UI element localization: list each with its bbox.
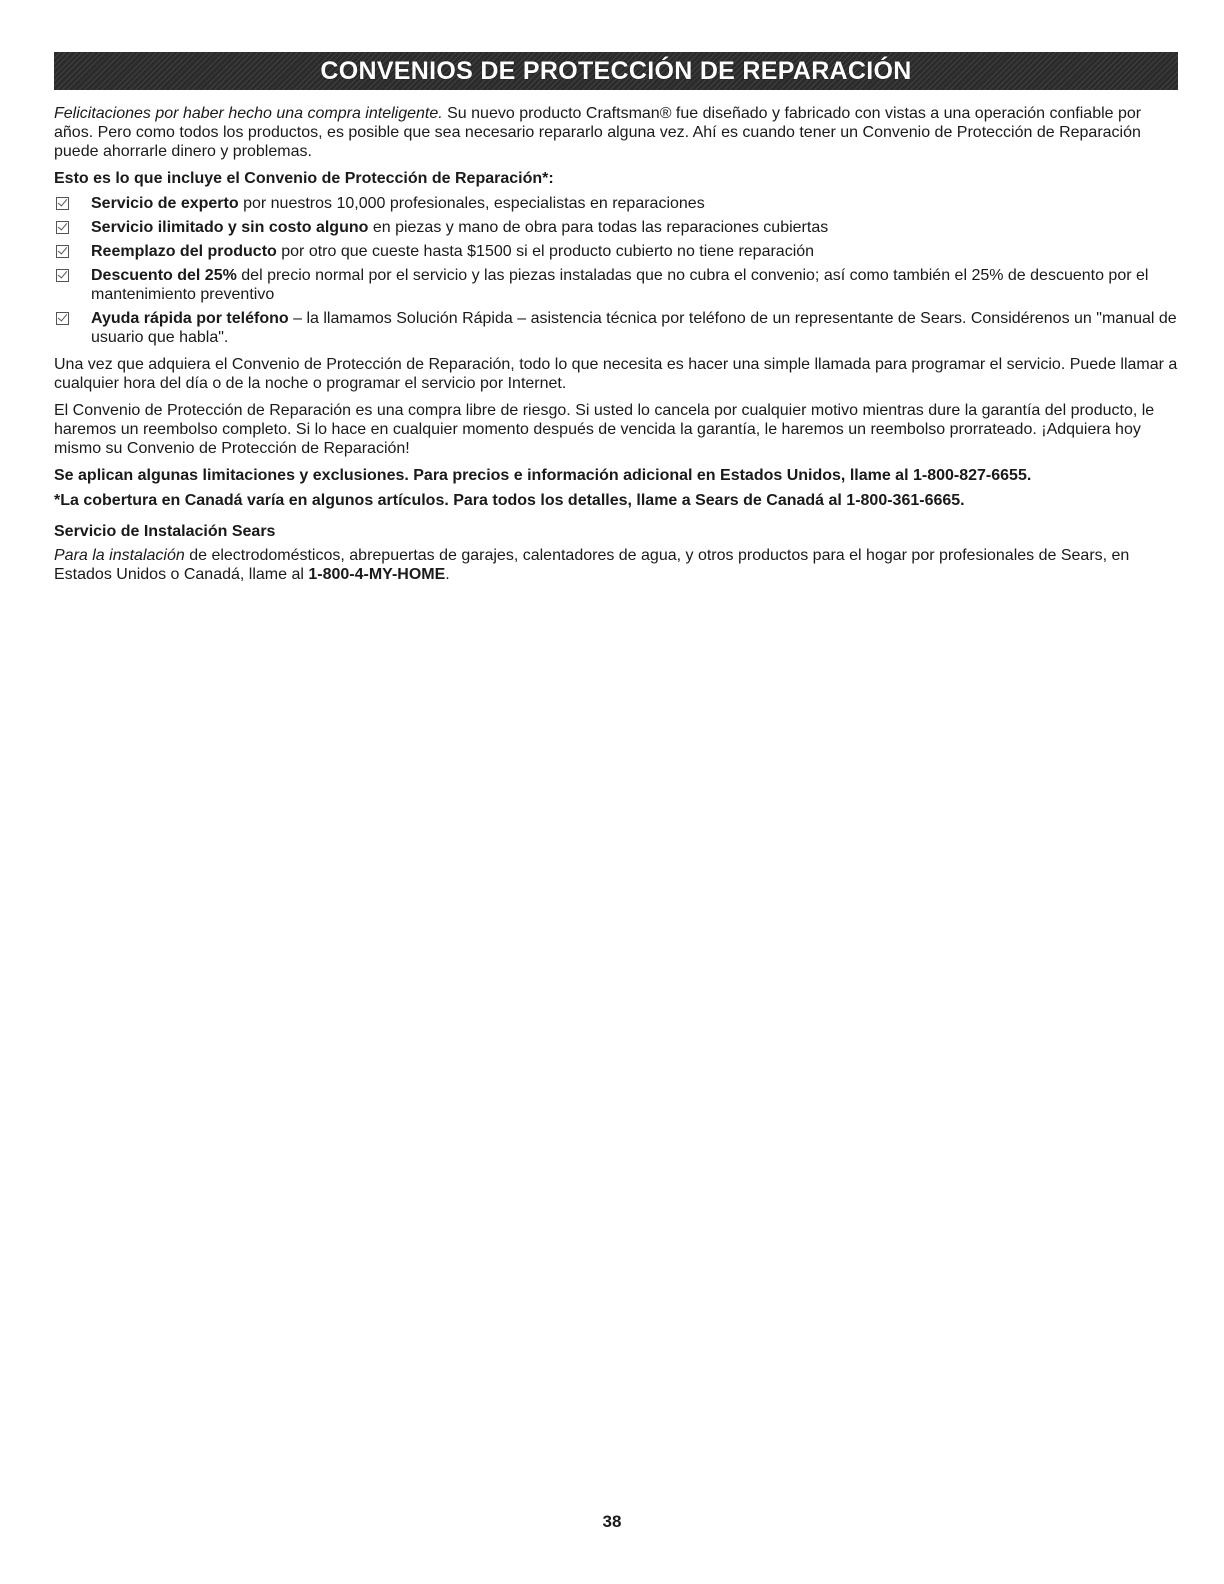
list-item-text	[91, 218, 1178, 237]
installation-text: de electrodomésticos, abrepuertas de garajes, calentadores de agua, y otros productos para el hogar por profesionales de Sears, en Estados Unidos o Canadá, llame al	[54, 547, 1130, 583]
list-item-desc: en piezas y mano de obra para todas las reparaciones cubiertas	[368, 219, 829, 236]
list-item-bold: Servicio ilimitado y sin costo alguno	[91, 219, 369, 236]
list-item-bold: Reemplazo del producto	[91, 243, 277, 260]
installation-italic: Para la instalación	[54, 547, 185, 564]
list-item-desc: del precio normal por el servicio y las piezas instaladas que no cubra el convenio; así como también el 25% de descuento por el mantenimiento preventivo	[91, 267, 1149, 303]
includes-heading: Esto es lo que incluye el Convenio de Protección de Reparación*:	[54, 170, 554, 187]
limitations-notice: Se aplican algunas limitaciones y exclusiones. Para precios e información adicional en Estados Unidos, llame al 1-800-827-6655.	[54, 467, 1032, 484]
list-item-desc: por otro que cueste hasta $1500 si el producto cubierto no tiene reparación	[276, 243, 815, 260]
list-item-text	[91, 194, 1178, 213]
list-item-text	[91, 242, 1178, 261]
canada-notice: *La cobertura en Canadá varía en algunos artículos. Para todos los detalles, llame a Sears de Canadá al 1-800-361-6665.	[54, 492, 965, 509]
banner-title: CONVENIOS DE PROTECCIÓN DE REPARACIÓN	[320, 56, 912, 85]
checkbox-checked-icon	[56, 269, 69, 282]
list-item	[54, 194, 1178, 213]
checkbox-checked-icon	[56, 245, 69, 258]
refund-paragraph: El Convenio de Protección de Reparación es una compra libre de riesgo. Si usted lo cancela por cualquier motivo mientras dure la garantía del producto, le haremos un reembolso completo. Si lo hace en cualquier momento después de vencida la garantía, le haremos un reembolso prorrateado. ¡Adquiera hoy mismo su Convenio de Protección de Reparación!	[54, 402, 1155, 457]
list-item-desc: por nuestros 10,000 profesionales, especialistas en reparaciones	[238, 195, 705, 212]
list-item	[54, 242, 1178, 261]
page-number: 38	[602, 1512, 622, 1531]
list-item-bold: Descuento del 25%	[91, 267, 237, 284]
installation-paragraph	[54, 546, 1178, 584]
list-item-bold: Ayuda rápida por teléfono	[91, 310, 289, 327]
list-item-bold: Servicio de experto	[91, 195, 239, 212]
installation-phone: 1-800-4-MY-HOME	[308, 566, 446, 583]
section-banner	[54, 52, 1178, 90]
list-item	[54, 309, 1178, 347]
scheduling-paragraph: Una vez que adquiera el Convenio de Protección de Reparación, todo lo que necesita es hacer una simple llamada para programar el servicio. Puede llamar a cualquier hora del día o de la noche o programar el servicio por Internet.	[54, 356, 1178, 392]
installation-heading: Servicio de Instalación Sears	[54, 523, 276, 540]
checkbox-checked-icon	[56, 312, 69, 325]
list-item	[54, 266, 1178, 304]
intro-italic: Felicitaciones por haber hecho una compra inteligente.	[54, 105, 443, 122]
checkbox-checked-icon	[56, 221, 69, 234]
installation-end: .	[445, 566, 450, 583]
benefits-checklist	[54, 194, 1178, 347]
intro-paragraph	[54, 104, 1178, 161]
list-item	[54, 218, 1178, 237]
checkbox-checked-icon	[56, 197, 69, 210]
list-item-desc: – la llamamos Solución Rápida – asistencia técnica por teléfono de un representante de Sears. Considérenos un "manual de usuario que habla".	[91, 310, 1177, 346]
list-item-text	[91, 309, 1178, 347]
document-body	[54, 104, 1178, 592]
intro-text: Su nuevo producto Craftsman® fue diseñado y fabricado con vistas a una operación confiable por años. Pero como todos los productos, es posible que sea necesario repararlo alguna vez. Ahí es cuando tener un Convenio de Protección de Reparación puede ahorrarle dinero y problemas.	[54, 105, 1142, 160]
list-item-text	[91, 266, 1178, 304]
